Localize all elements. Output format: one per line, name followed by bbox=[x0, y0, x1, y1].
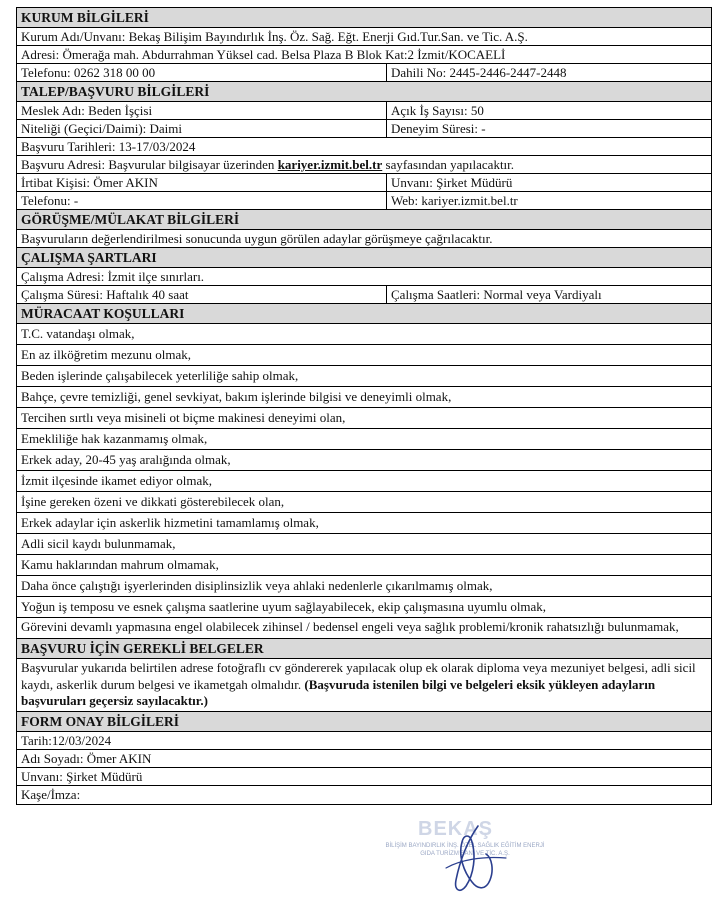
condition-row bbox=[17, 513, 711, 534]
condition-item: Adli sicil kaydı bulunmamak, bbox=[21, 536, 176, 551]
approval-title-row bbox=[17, 768, 711, 786]
condition-item: T.C. vatandaşı olmak, bbox=[21, 326, 135, 341]
condition-item: Görevini devamlı yapmasına engel olabilecek zihinsel / bedensel engeli veya sağlık problemi/kronik rahatsızlığı bulunmamak, bbox=[21, 619, 679, 634]
company-address-row bbox=[17, 46, 711, 64]
company-heading-row bbox=[17, 8, 711, 28]
approval-stamp: Kaşe/İmza: bbox=[21, 786, 81, 802]
interview-text-row bbox=[17, 230, 711, 248]
company-name-value: Bekaş Bilişim Bayındırlık İnş. Öz. Sağ. Eğt. Enerji Gıd.Tur.San. ve Tic. A.Ş. bbox=[128, 29, 528, 44]
application-dates bbox=[17, 138, 711, 155]
condition-item: Emekliliğe hak kazanmamış olmak, bbox=[21, 431, 208, 446]
contact-title-value: Şirket Müdürü bbox=[436, 175, 513, 190]
company-phone-label: Telefonu: bbox=[21, 65, 71, 80]
condition-item: İşine gereken özeni ve dikkati gösterebilecek olan, bbox=[21, 494, 285, 509]
company-stamp-text: BİLİŞİM BAYINDIRLIK İNŞ. ÖZEL SAĞLIK EĞİTİM ENERJİ GIDA TURİZM SAN. VE TİC. A.Ş. bbox=[385, 843, 545, 857]
job-type-label: Niteliği (Geçici/Daimi): bbox=[21, 121, 147, 136]
approval-name bbox=[17, 750, 711, 767]
documents-text bbox=[17, 659, 711, 711]
condition-item: Daha önce çalıştığı işyerlerinden disiplinsizlik veya ahlaki nedenlerle çıkarılmamış olmak, bbox=[21, 578, 493, 593]
approval-title-value: Şirket Müdürü bbox=[66, 768, 143, 784]
condition-row bbox=[17, 618, 711, 639]
condition-item: En az ilköğretim mezunu olmak, bbox=[21, 347, 192, 362]
company-phone-value: 0262 318 00 00 bbox=[73, 65, 156, 80]
apply-address bbox=[17, 156, 711, 173]
condition-row bbox=[17, 387, 711, 408]
approval-date bbox=[17, 732, 711, 749]
contact-label: İrtibat Kişisi: bbox=[21, 175, 90, 190]
company-stamp-brand: BEKAŞ bbox=[418, 818, 494, 840]
contact-phone-value: - bbox=[73, 193, 79, 208]
work-duration-value: Haftalık 40 saat bbox=[106, 287, 189, 302]
contact-row bbox=[17, 174, 711, 192]
contact-phone bbox=[17, 192, 387, 209]
request-heading: TALEP/BAŞVURU BİLGİLERİ bbox=[17, 82, 711, 101]
company-address-label: Adresi: bbox=[21, 47, 60, 62]
apply-link[interactable]: kariyer.izmit.bel.tr bbox=[277, 157, 383, 172]
work-address-row bbox=[17, 268, 711, 286]
approval-name-value: Ömer AKIN bbox=[86, 750, 152, 766]
work-address bbox=[17, 268, 711, 285]
condition-item: Kamu haklarından mahrum olmamak, bbox=[21, 557, 219, 572]
web-label: Web: bbox=[391, 193, 419, 208]
profession-value: Beden İşçisi bbox=[88, 103, 153, 118]
conditions-heading: MÜRACAAT KOŞULLARI bbox=[17, 304, 711, 323]
company-phone bbox=[17, 64, 387, 81]
web bbox=[387, 192, 711, 209]
company-address bbox=[17, 46, 711, 63]
profession-row bbox=[17, 102, 711, 120]
apply-address-text: Başvuru Adresi: Başvurular bilgisayar üzerinden bbox=[21, 157, 275, 172]
job-application-form bbox=[16, 7, 712, 805]
approval-date-value: 12/03/2024 bbox=[51, 732, 112, 748]
company-name-row bbox=[17, 28, 711, 46]
condition-row bbox=[17, 492, 711, 513]
condition-item: Erkek adaylar için askerlik hizmetini tamamlamış olmak, bbox=[21, 515, 319, 530]
openings-value: 50 bbox=[470, 103, 484, 118]
condition-row bbox=[17, 324, 711, 345]
request-heading-row bbox=[17, 82, 711, 102]
profession-label: Meslek Adı: bbox=[21, 103, 85, 118]
contact-title-label: Unvanı: bbox=[391, 175, 433, 190]
signature-underline bbox=[446, 857, 506, 868]
condition-row bbox=[17, 366, 711, 387]
apply-address-row bbox=[17, 156, 711, 174]
work-duration-row bbox=[17, 286, 711, 304]
condition-item: Erkek aday, 20-45 yaş aralığında olmak, bbox=[21, 452, 231, 467]
company-name bbox=[17, 28, 711, 45]
condition-item: Bahçe, çevre temizliği, genel sevkiyat, bakım işlerinde bilgisi ve deneyimli olmak, bbox=[21, 389, 452, 404]
condition-row bbox=[17, 576, 711, 597]
condition-row bbox=[17, 450, 711, 471]
job-type bbox=[17, 120, 387, 137]
openings bbox=[387, 102, 711, 119]
company-address-value: Ömerağa mah. Abdurrahman Yüksel cad. Belsa Plaza B Blok Kat:2 İzmit/KOCAELİ bbox=[62, 47, 506, 62]
contact-person bbox=[17, 174, 387, 191]
work-duration bbox=[17, 286, 387, 303]
documents-body: Başvurular yukarıda belirtilen adrese fotoğraflı cv göndererek yapılacak olup ek olarak diploma veya mezuniyet belgesi, adli sicil kaydı, askerlik durum belgesi ve ikametgah olmalıdır. bbox=[21, 660, 696, 692]
openings-label: Açık İş Sayısı: bbox=[391, 103, 468, 118]
work-heading-row bbox=[17, 248, 711, 268]
approval-title bbox=[17, 768, 711, 785]
company-name-label: Kurum Adı/Unvanı: bbox=[21, 29, 126, 44]
condition-row bbox=[17, 597, 711, 618]
contact-phone-label: Telefonu: bbox=[21, 193, 71, 208]
company-phone-row bbox=[17, 64, 711, 82]
documents-heading: BAŞVURU İÇİN GEREKLİ BELGELER bbox=[17, 639, 711, 658]
type-row bbox=[17, 120, 711, 138]
work-address-label: Çalışma Adresi: bbox=[21, 269, 105, 284]
experience bbox=[387, 120, 711, 137]
documents-text-row bbox=[17, 659, 711, 712]
approval-date-row bbox=[17, 732, 711, 750]
work-hours bbox=[387, 286, 711, 303]
condition-row bbox=[17, 534, 711, 555]
dates-row bbox=[17, 138, 711, 156]
conditions-heading-row bbox=[17, 304, 711, 324]
condition-row bbox=[17, 345, 711, 366]
approval-heading-row bbox=[17, 712, 711, 732]
condition-row bbox=[17, 555, 711, 576]
experience-value: - bbox=[481, 121, 486, 136]
documents-heading-row bbox=[17, 639, 711, 659]
condition-row bbox=[17, 471, 711, 492]
condition-item: İzmit ilçesinde ikamet ediyor olmak, bbox=[21, 473, 212, 488]
contact-title bbox=[387, 174, 711, 191]
condition-item: Beden işlerinde çalışabilecek yeterliliğe sahip olmak, bbox=[21, 368, 299, 383]
company-ext bbox=[387, 64, 711, 81]
approval-name-row bbox=[17, 750, 711, 768]
condition-row bbox=[17, 408, 711, 429]
company-ext-value: 2445-2446-2447-2448 bbox=[449, 65, 567, 80]
dates-label: Başvuru Tarihleri: bbox=[21, 139, 116, 154]
web-value: kariyer.izmit.bel.tr bbox=[421, 193, 518, 208]
work-address-value: İzmit ilçe sınırları. bbox=[107, 269, 205, 284]
condition-item: Tercihen sırtlı veya misineli ot biçme makinesi deneyimi olan, bbox=[21, 410, 346, 425]
work-heading: ÇALIŞMA ŞARTLARI bbox=[17, 248, 711, 267]
dates-value: 13-17/03/2024 bbox=[118, 139, 196, 154]
contact-phone-row bbox=[17, 192, 711, 210]
contact-value: Ömer AKIN bbox=[93, 175, 158, 190]
approval-name-label: Adı Soyadı: bbox=[21, 750, 84, 766]
company-heading: KURUM BİLGİLERİ bbox=[17, 8, 711, 27]
documents-warning: (Başvuruda istenilen bilgi ve belgeleri eksik yükleyen adayların başvuruları geçersiz sayılacaktır.) bbox=[21, 676, 656, 708]
company-ext-label: Dahili No: bbox=[391, 65, 447, 80]
approval-stamp-row bbox=[17, 786, 711, 804]
approval-date-label: Tarih: bbox=[21, 732, 52, 748]
experience-label: Deneyim Süresi: bbox=[391, 121, 479, 136]
approval-heading: FORM ONAY BİLGİLERİ bbox=[17, 712, 711, 731]
condition-item: Yoğun iş temposu ve esnek çalışma saatlerine uyum sağlayabilecek, ekip çalışmasına uyumlu olmak, bbox=[21, 599, 547, 614]
job-type-value: Daimi bbox=[149, 121, 183, 136]
apply-address-suffix: sayfasından yapılacaktır. bbox=[385, 157, 515, 172]
condition-row bbox=[17, 429, 711, 450]
work-hours-label: Çalışma Saatleri: bbox=[391, 287, 481, 302]
approval-title-label: Unvanı: bbox=[21, 768, 63, 784]
work-hours-value: Normal veya Vardiyalı bbox=[483, 287, 602, 302]
interview-heading: GÖRÜŞME/MÜLAKAT BİLGİLERİ bbox=[17, 210, 711, 229]
work-duration-label: Çalışma Süresi: bbox=[21, 287, 103, 302]
interview-text: Başvuruların değerlendirilmesi sonucunda uygun görülen adaylar görüşmeye çağrılacaktır. bbox=[21, 231, 493, 246]
interview-heading-row bbox=[17, 210, 711, 230]
profession bbox=[17, 102, 387, 119]
